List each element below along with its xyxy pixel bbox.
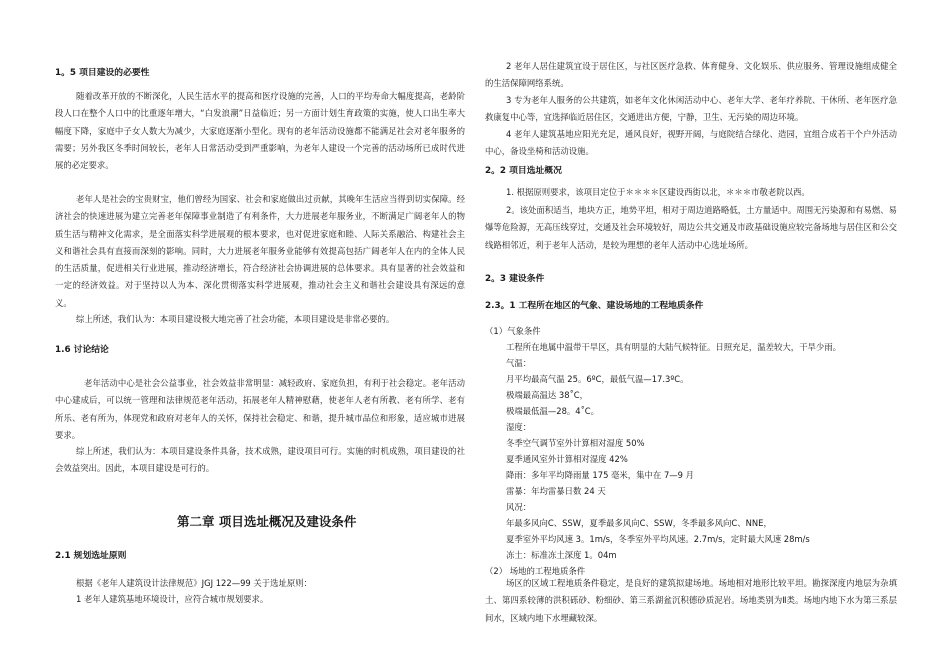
section-1-6-paragraph-1: 老年活动中心是社会公益事业，社会效益非常明显：减轻政府、家庭负担，有利于社会稳定。老年活动中心建成后，可以统一管理和法律规范老年活动，拓展老年人精神慰藉，使老年人老有所教、老有所学、老有所乐、老有所为，体现党和政府对老年人的关怀，保持社会稳定、和谐，提升城市品位和形象，适应城市进展要求。 xyxy=(55,378,465,440)
principle-item-3: 3 专为老年人服务的公共建筑，如老年文化休闲活动中心、老年大学、老年疗养院、干休所、老年医疗急救康复中心等，宜选择临近居住区，交通进出方便，宁静，卫生、无污染的周边环境。 xyxy=(485,95,897,123)
climate-line: 夏季通风室外计算相对湿度 42% xyxy=(506,454,628,464)
section-2-1-heading: 2.1 规划选址原则 xyxy=(55,551,127,561)
climate-line: 极端最低温—28。4˚C。 xyxy=(506,406,600,416)
section-1-5-paragraph-2: 老年人是社会的宝贵财宝，他们曾经为国家、社会和家庭做出过贡献，其晚年生活应当得到切实保障。经济社会的快速进展为建立完善老年保障事业制造了有利条件，大力进展老年服务业，不断满足广阔老年人的物质生活与精神文化需求，是全面落实科学进展观的根本要求，也对促进家庭和睦、人际关系融洽、构建社会主义和谐社会具有直接而深刻的影响。同时，大力进展老年服务业能够有效提高包括广阔老年人在内的全体人民的生活质量，促进相关行业进展，推动经济增长，符合经济社会协调进展的总体要求。具有显著的社会效益和一定的经济效益。对于坚持以人为本、深化贯彻落实科学进展观，推动社会主义和谐社会建设具有深远的意义。 xyxy=(55,194,465,308)
climate-title: （1）气象条件 xyxy=(485,326,541,336)
section-2-1-item-1: 1 老年人建筑基地环境设计，应符合城市规划要求。 xyxy=(76,594,269,604)
climate-line: 冻土：标准冻土深度 1。04m xyxy=(506,550,617,560)
section-1-5-paragraph-1: 随着改革开放的不断深化，人民生活水平的提高和医疗设施的完善，人口的平均寿命大幅度提高，老龄阶段人口在整个人口中的比重逐年增大，“白发浪潮”日益临近；另一方面计划生育政策的实施，使人口出生率大幅度下降，家庭中子女人数大为减少，大家庭逐渐小型化。现有的老年活动设施都不能满足社会对老年服务的需要；另外我区冬季时间较长，老年人日常活动受到严重影响，为老年人建设一个完善的活动场所已成时代进展的必定要求。 xyxy=(55,91,465,171)
principle-item-2: 2 老年人居住建筑宜设于居住区，与社区医疗急救、体育健身、文化娱乐、供应服务、管理设施组成健全的生活保障网络系统。 xyxy=(485,61,897,89)
climate-line: 湿度： xyxy=(506,422,532,432)
chapter-title: 第二章 项目选址概况及建设条件 xyxy=(177,514,357,529)
climate-line: 月平均最高气温 25。6ºC，最低气温—17.3ºC。 xyxy=(506,374,689,384)
section-2-1-intro: 根据《老年人建筑设计法律规范》JGJ 122—99 关于选址原则： xyxy=(76,578,313,588)
climate-line: 极端最高温达 38˚C， xyxy=(506,390,588,400)
principle-item-4: 4 老年人建筑基地应阳光充足，通风良好，视野开阔，与庭院结合绿化、造园，宜组合成若干个户外活动中心，备设坐椅和活动设施。 xyxy=(485,129,897,157)
climate-line: 降雨：多年平均降雨量 175 毫米，集中在 7—9 月 xyxy=(506,470,695,480)
climate-line: 年最多风向C、SSW，夏季最多风向C、SSW，冬季最多风向C、NNE， xyxy=(506,518,772,528)
section-1-5-heading: 1。5 项目建设的必要性 xyxy=(55,68,150,78)
section-1-5-paragraph-3: 综上所述，我们认为：本项目建设极大地完善了社会功能，本项目建设是非常必要的。 xyxy=(76,314,395,324)
climate-line: 气温： xyxy=(506,358,532,368)
section-1-6-paragraph-2: 综上所述，我们认为：本项目建设条件具备，技术成熟，建设项目可行。实施的时机成熟，项目建设的社会效益突出。因此，本项目建设是可行的。 xyxy=(55,446,465,474)
section-2-2-heading: 2。2 项目选址概况 xyxy=(485,166,562,176)
section-2-3-1-heading: 2.3。1 工程所在地区的气象、建设场地的工程地质条件 xyxy=(485,301,704,311)
climate-line: 雷暴：年均雷暴日数 24 天 xyxy=(506,486,606,496)
climate-line: 风况： xyxy=(506,502,532,512)
geology-title: （2） 场地的工程地质条件 xyxy=(485,566,586,576)
climate-line: 冬季空气调节室外计算相对湿度 50% xyxy=(506,438,645,448)
climate-line: 工程所在地属中温带干旱区，具有明显的大陆气候特征。日照充足，温差较大，干旱少雨。 xyxy=(506,342,841,352)
section-2-3-heading: 2。3 建设条件 xyxy=(485,274,545,284)
section-2-2-paragraph-1: 1. 根据原则要求，该项目定位于＊＊＊＊区建设西街以北，＊＊＊市敬老院以西。 xyxy=(506,187,810,197)
climate-line: 夏季室外平均风速 3。1m/s，冬季室外平均风速。2.7m/s，定时最大风速 28m/s xyxy=(506,534,810,544)
section-1-6-heading: 1.6 讨论结论 xyxy=(55,345,109,355)
section-2-2-paragraph-2: 2。该处面积适当，地块方正，地势平坦，相对于周边道路略低，土方量适中。周围无污染源和有易燃、易爆等危险源，无高压线穿过，交通及社会环境较好，周边公共交通及市政基础设施应较完备场地与居住区和公交线路相邻近，利于老年人活动，是较为理想的老年人活动中心选址场所。 xyxy=(485,205,897,250)
geology-paragraph: 场区的区域工程地质条件稳定，是良好的建筑拟建场地。场地相对地形比较平坦。勘探深度内地层为杂填土、第四系较薄的洪积砾砂、粉细砂、第三系湖盆沉积德砂质泥岩。场地类别为Ⅱ类。场地内地下水为第三系层间水，区域内地下水埋藏较深。 xyxy=(485,578,897,623)
